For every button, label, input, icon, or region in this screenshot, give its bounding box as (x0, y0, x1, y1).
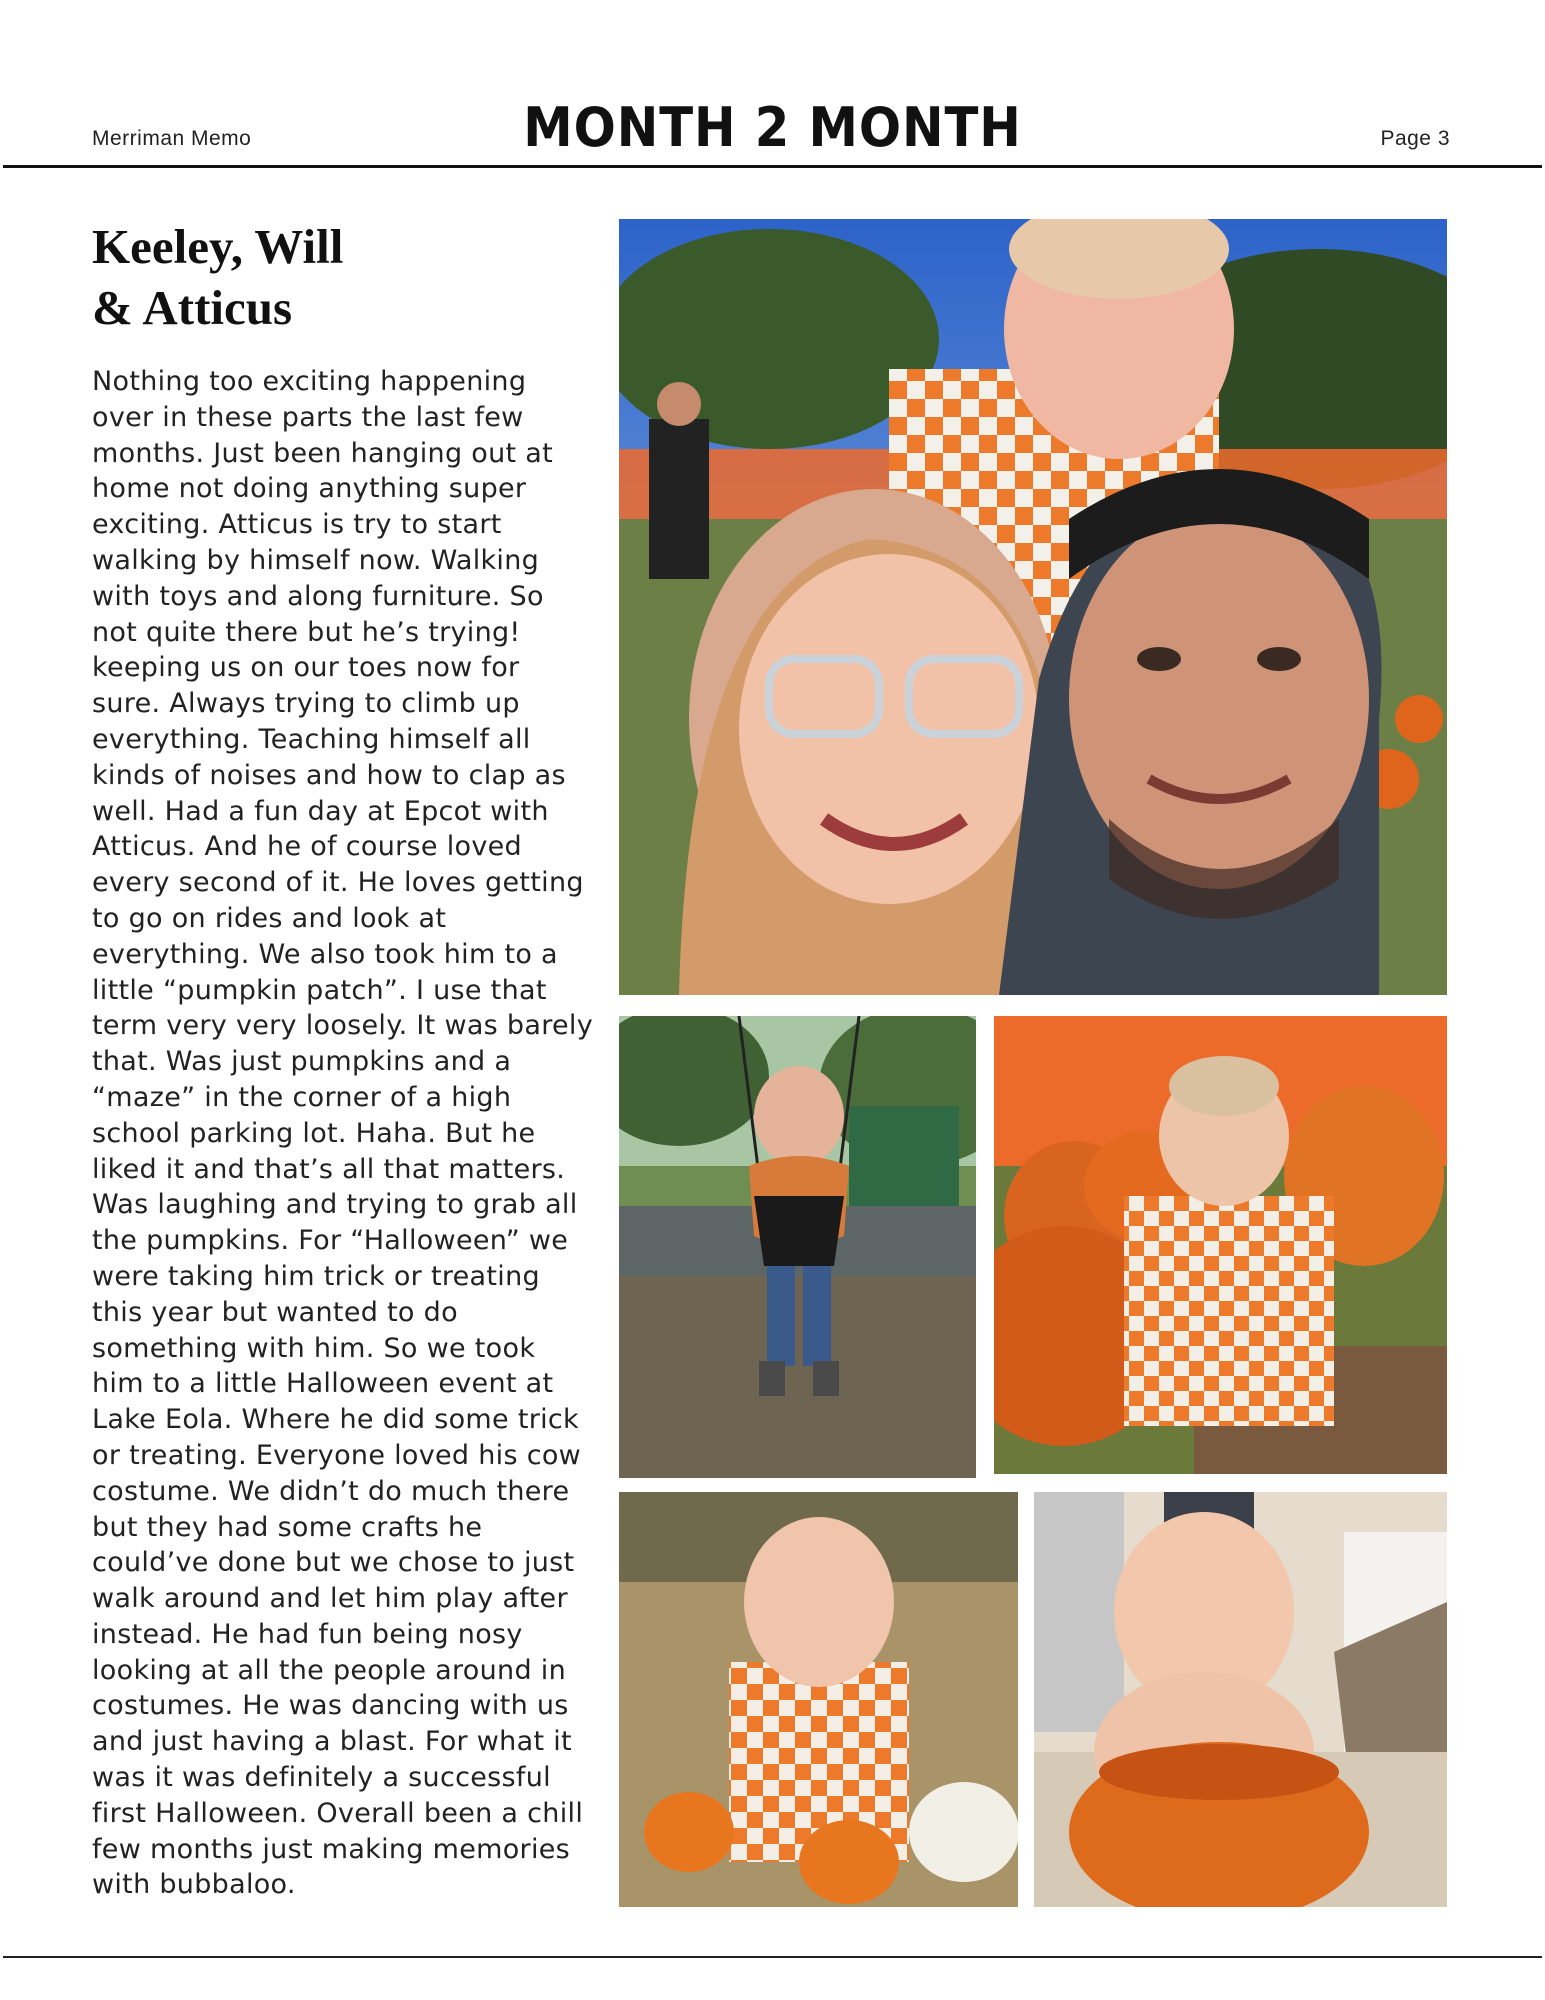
body-line: not quite there but he’s trying! (92, 616, 521, 648)
body-line: every second of it. He loves getting (92, 867, 584, 899)
body-line: keeping us on our toes now for (92, 652, 520, 684)
family-selfie-photo (619, 219, 1447, 995)
page-number: Page 3 (1380, 127, 1450, 150)
body-line: over in these parts the last few (92, 401, 524, 433)
publication-name: Merriman Memo (92, 127, 252, 150)
body-line: the pumpkins. For “Halloween” we (92, 1225, 569, 1257)
body-line: were taking him trick or treating (92, 1260, 540, 1292)
body-line: school parking lot. Haha. But he (92, 1117, 536, 1149)
swing-photo (619, 1016, 976, 1478)
body-line: few months just making memories (92, 1833, 571, 1865)
header-divider (3, 165, 1542, 168)
body-line: “maze” in the corner of a high (92, 1081, 512, 1113)
body-line: exciting. Atticus is try to start (92, 509, 502, 541)
body-line: well. Had a fun day at Epcot with (92, 795, 549, 827)
body-line: him to a little Halloween event at (92, 1368, 554, 1400)
body-line: with bubbaloo. (92, 1869, 296, 1901)
heading-line: & Atticus (92, 280, 293, 335)
body-line: little “pumpkin patch”. I use that (92, 974, 547, 1006)
body-line: everything. Teaching himself all (92, 723, 531, 755)
body-line: looking at all the people around in (92, 1654, 566, 1686)
body-line: everything. We also took him to a (92, 938, 558, 970)
body-line: walking by himself now. Walking (92, 544, 540, 576)
hay-bale-photo (619, 1492, 1018, 1907)
pumpkin-bowl-photo (1034, 1492, 1447, 1907)
body-line: but they had some crafts he (92, 1511, 483, 1543)
body-line: instead. He had fun being nosy (92, 1618, 523, 1650)
body-line: or treating. Everyone loved his cow (92, 1439, 582, 1471)
pumpkin-patch-photo (994, 1016, 1447, 1474)
body-line: was it was definitely a successful (92, 1762, 551, 1794)
body-line: Nothing too exciting happening (92, 366, 527, 397)
article-heading (92, 216, 552, 338)
body-line: that. Was just pumpkins and a (92, 1046, 512, 1078)
body-line: to go on rides and look at (92, 902, 447, 934)
body-line: walk around and let him play after (92, 1583, 568, 1615)
footer-divider (3, 1956, 1542, 1958)
body-line: this year but wanted to do (92, 1296, 458, 1328)
body-line: and just having a blast. For what it (92, 1726, 572, 1758)
body-line: Lake Eola. Where he did some trick (92, 1404, 579, 1436)
body-line: kinds of noises and how to clap as (92, 759, 566, 791)
body-line: with toys and along furniture. So (92, 580, 544, 612)
heading-line: Keeley, Will (92, 219, 344, 274)
body-line: Atticus. And he of course loved (92, 831, 522, 863)
body-line: Was laughing and trying to grab all (92, 1189, 578, 1221)
body-line: home not doing anything super (92, 473, 527, 505)
body-line: liked it and that’s all that matters. (92, 1153, 566, 1185)
body-line: term very very loosely. It was barely (92, 1010, 594, 1042)
body-line: first Halloween. Overall been a chill (92, 1797, 584, 1829)
body-line: costumes. He was dancing with us (92, 1690, 569, 1722)
article-body (92, 364, 594, 1903)
body-line: costume. We didn’t do much there (92, 1475, 570, 1507)
newsletter-title: MONTH 2 MONTH (523, 96, 1022, 159)
body-line: could’ve done but we chose to just (92, 1547, 575, 1579)
body-line: months. Just been hanging out at (92, 437, 554, 469)
body-line: something with him. So we took (92, 1332, 536, 1364)
body-line: sure. Always trying to climb up (92, 688, 520, 720)
